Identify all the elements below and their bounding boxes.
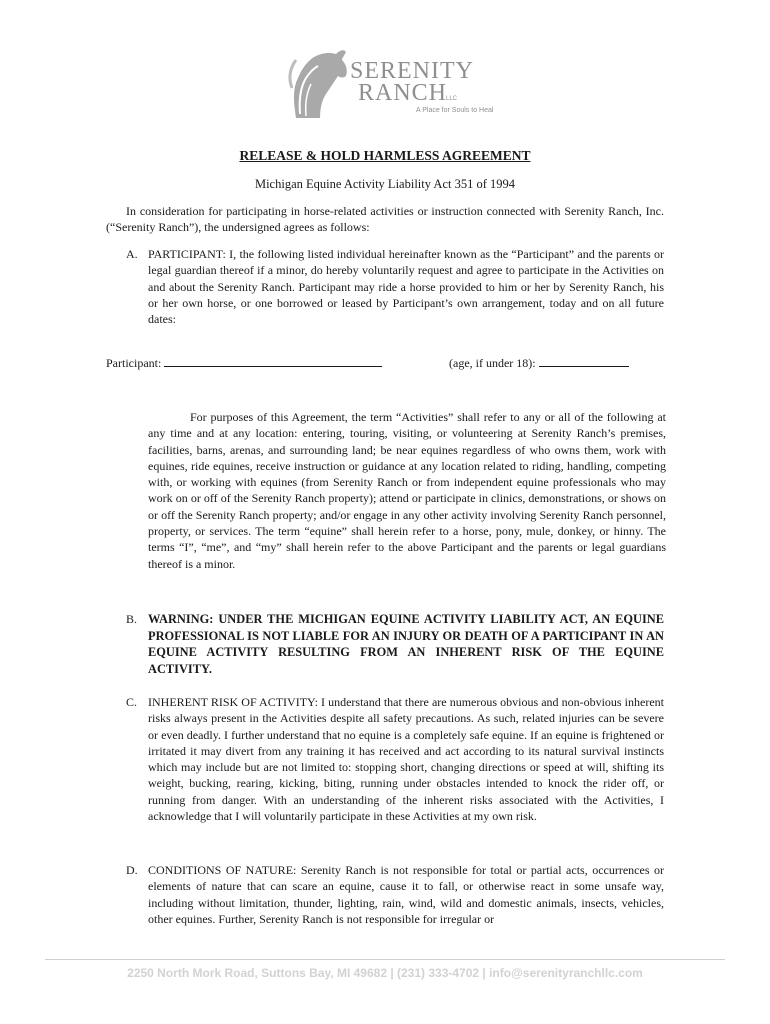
- clause-b: [126, 611, 664, 677]
- clause-text: PARTICIPANT: I, the following listed individual hereinafter known as the “Participant” and the parents or legal guardian thereof if a minor, do hereby voluntarily request and agree to participate in the Activities on and about the Serenity Ranch. Participant may ride a horse provided to him or her by Serenity Ranch, his or her own horse, or one borrowed or leased by Participant’s own arrangement, today and on all future dates:: [148, 247, 664, 327]
- logo-llc: LLC: [446, 96, 458, 102]
- logo: [286, 48, 494, 120]
- document-subtitle: Michigan Equine Activity Liability Act 351 of 1994: [254, 177, 516, 191]
- clause-text: INHERENT RISK OF ACTIVITY: I understand that there are numerous obvious and non-obvious inherent risks always present in the Activities despite all safety precautions. As such, related injuries can be severe or even deadly. I further understand that no equine is a completely safe equine. If an equine is frightened or irritated it may divert from any training it has received and act according to its natural survival instincts which may include but are not limited to: stopping short, changing directions or speed at will, shifting its weight, bucking, rearing, kicking, biting, running under obstacles intended to knock the rider off, or running from danger. With an understanding of the inherent risks associated with the Activities, I acknowledge that I will voluntarily participate in these Activities at my own risk.: [148, 695, 664, 824]
- document-title: RELEASE & HOLD HARMLESS AGREEMENT: [239, 148, 531, 163]
- clause-a: [126, 246, 664, 327]
- clause-d: [126, 862, 664, 927]
- footer-divider: [45, 959, 725, 960]
- participant-name-field[interactable]: [164, 356, 382, 367]
- logo-name-line2: RANCH: [358, 80, 448, 106]
- clause-letter: A.: [126, 247, 138, 261]
- clause-letter: B.: [126, 612, 138, 626]
- activities-definition: For purposes of this Agreement, the term “Activities” shall refer to any or all of the following at any time and at any location: entering, touring, visiting, or volunteering at Serenity Ranch’s premises, facilities, barns, arenas, and surrounding land; be near equines regardless of who owns them, work with equines, ride equines, receive instruction or guidance at any location related to riding, handling, competing with, or working with equines (from Serenity Ranch or from independent equine professionals who may work on or off of the Serenity Ranch property); attend or participate in clinics, demonstrations, or shows on or off the Serenity Ranch property; and/or engage in any other activity involving Serenity Ranch personnel, property, or services. The term “equine” shall herein refer to a horse, pony, mule, donkey, or hinny. The terms “I”, “me”, and “my” shall herein refer to the above Participant and the parents or legal guardians thereof is a minor.: [148, 410, 666, 571]
- horse-head-icon: [286, 48, 356, 120]
- clause-text: CONDITIONS OF NATURE: Serenity Ranch is not responsible for total or partial acts, occurrences or elements of nature that can scare an equine, cause it to fall, or otherwise react in some unsafe way, including without limitation, thunder, lighting, rain, wind, wild and domestic animals, insects, vehicles, other equines. Further, Serenity Ranch is not responsible for irregular or: [148, 863, 664, 926]
- clause-c: [126, 694, 664, 824]
- footer-contact: 2250 North Mork Road, Suttons Bay, MI 49682 | (231) 333-4702 | info@serenityranchllc.com: [127, 966, 643, 980]
- clause-text: WARNING: UNDER THE MICHIGAN EQUINE ACTIVITY LIABILITY ACT, AN EQUINE PROFESSIONAL IS NOT LIABLE FOR AN INJURY OR DEATH OF A PARTICIPANT IN AN EQUINE ACTIVITY RESULTING FROM AN INHERENT RISK OF THE EQUINE ACTIVITY.: [148, 612, 664, 676]
- clause-letter: D.: [126, 863, 138, 877]
- participant-label: Participant:: [106, 356, 162, 370]
- logo-tagline: A Place for Souls to Heal: [416, 107, 494, 114]
- age-field[interactable]: [539, 356, 629, 367]
- intro-paragraph: In consideration for participating in horse-related activities or instruction connected with Serenity Ranch, Inc. (“Serenity Ranch”), the undersigned agrees as follows:: [106, 204, 664, 235]
- logo-name-line1: SERENITY: [350, 58, 474, 84]
- age-label: (age, if under 18):: [449, 356, 536, 370]
- clause-letter: C.: [126, 695, 138, 709]
